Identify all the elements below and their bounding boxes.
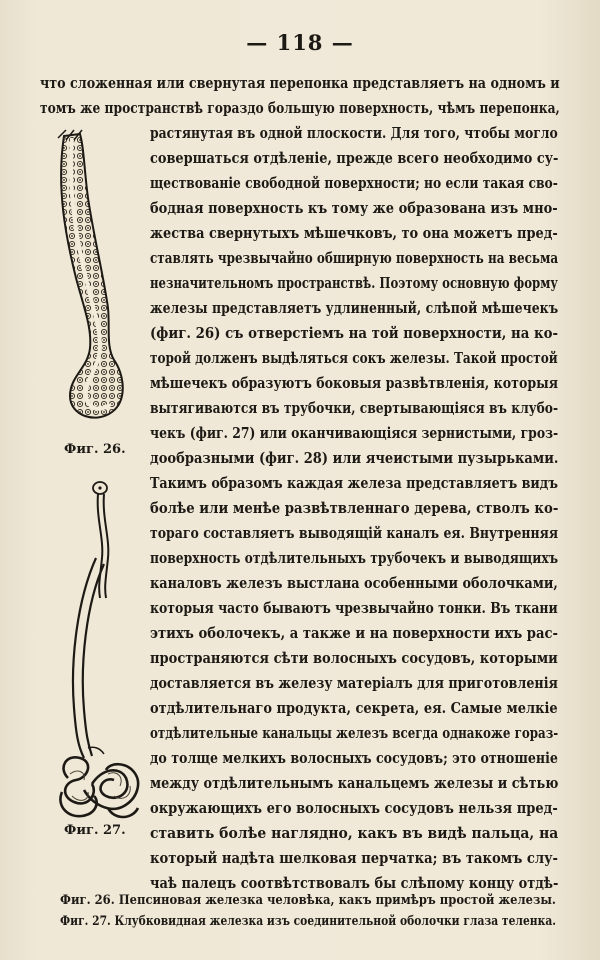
caption-figure-27: Фиг. 27. Клубковидная железка изъ соединительной оболочки глаза теленка. — [60, 913, 557, 928]
text-line: незначительномъ пространствѣ. Поэтому основную форму — [150, 275, 558, 292]
text-line: этихъ оболочекъ, а также и на поверхности ихъ рас- — [150, 625, 559, 642]
text-line: доставляется въ железу матеріалъ для приготовленія — [150, 675, 558, 692]
text-line: что сложенная или свернутая перепонка представляетъ на одномъ и — [40, 75, 560, 92]
text-line: между отдѣлительнымъ канальцемъ железы и сѣтью — [150, 775, 559, 792]
text-line: отдѣлительнаго продукта, секрета, ея. Самые мелкіе — [150, 700, 558, 717]
text-line: пространяются сѣти волосныхъ сосудовъ, которыми — [150, 650, 558, 667]
text-line: поверхность отдѣлительныхъ трубочекъ и выводящихъ — [150, 550, 559, 567]
text-line: тораго составляетъ выводящій каналъ ея. Внутренняя — [150, 525, 559, 542]
figure-26-label: Фиг. 26. — [64, 442, 126, 457]
text-line: железы представляетъ удлиненный, слѣпой мѣшечекъ — [150, 300, 559, 317]
text-line: бодная поверхность къ тому же образована изъ мно- — [150, 200, 558, 217]
text-line: вытягиваются въ трубочки, свертывающіяся въ клубо- — [150, 400, 559, 417]
text-line: торой долженъ выдѣляться сокъ железы. Такой простой — [150, 350, 558, 367]
text-line: болѣе или менѣе развѣтвленнаго дерева, стволъ ко- — [150, 500, 559, 517]
text-line: которыя часто бываютъ чрезвычайно тонки. Въ ткани — [150, 600, 558, 617]
page-number: — 118 — — [246, 30, 354, 55]
text-line: ставить болѣе наглядно, какъ въ видѣ пальца, на — [150, 825, 559, 842]
figure-27-gland-illustration — [48, 478, 148, 826]
caption-figure-26: Фиг. 26. Пепсиновая железка человѣка, какъ примѣръ простой железы. — [60, 892, 556, 907]
figure-27-label: Фиг. 27. — [64, 823, 126, 838]
text-line: который надѣта шелковая перчатка; въ такомъ слу- — [150, 850, 559, 867]
text-line: ставлять чрезвычайно обширную поверхность на весьма — [150, 250, 559, 267]
text-line: (фиг. 26) съ отверстіемъ на той поверхности, на ко- — [150, 325, 559, 342]
figure-26-gland-illustration — [36, 128, 148, 428]
text-line: Такимъ образомъ каждая железа представляетъ видъ — [150, 475, 558, 492]
text-line: ществованіе свободной поверхности; но если такая сво- — [150, 175, 558, 192]
text-line: совершаться отдѣленіе, прежде всего необходимо су- — [150, 150, 559, 167]
text-line: дообразными (фиг. 28) или ячеистыми пузырьками. — [150, 450, 559, 467]
text-line: мѣшечекъ образуютъ боковыя развѣтвленія, которыя — [150, 375, 559, 392]
text-line: отдѣлительные канальцы железъ всегда однакоже гораз- — [150, 725, 559, 742]
text-line: растянутая въ одной плоскости. Для того, чтобы могло — [150, 125, 558, 142]
text-line: до толще мелкихъ волосныхъ сосудовъ; это отношеніе — [150, 750, 558, 767]
text-line: томъ же пространствѣ гораздо большую поверхность, чѣмъ перепонка, — [40, 100, 560, 117]
text-line: окружающихъ его волосныхъ сосудовъ нельзя пред- — [150, 800, 558, 817]
text-line: каналовъ железъ выстлана особенными оболочками, — [150, 575, 558, 592]
text-line: чаѣ палецъ соотвѣтствовалъ бы слѣпому концу отдѣ- — [150, 875, 559, 892]
text-line: чекъ (фиг. 27) или оканчивающіяся зернистыми, гроз- — [150, 425, 559, 442]
text-line: жества свернутыхъ мѣшечковъ, то она можетъ пред- — [150, 225, 558, 242]
